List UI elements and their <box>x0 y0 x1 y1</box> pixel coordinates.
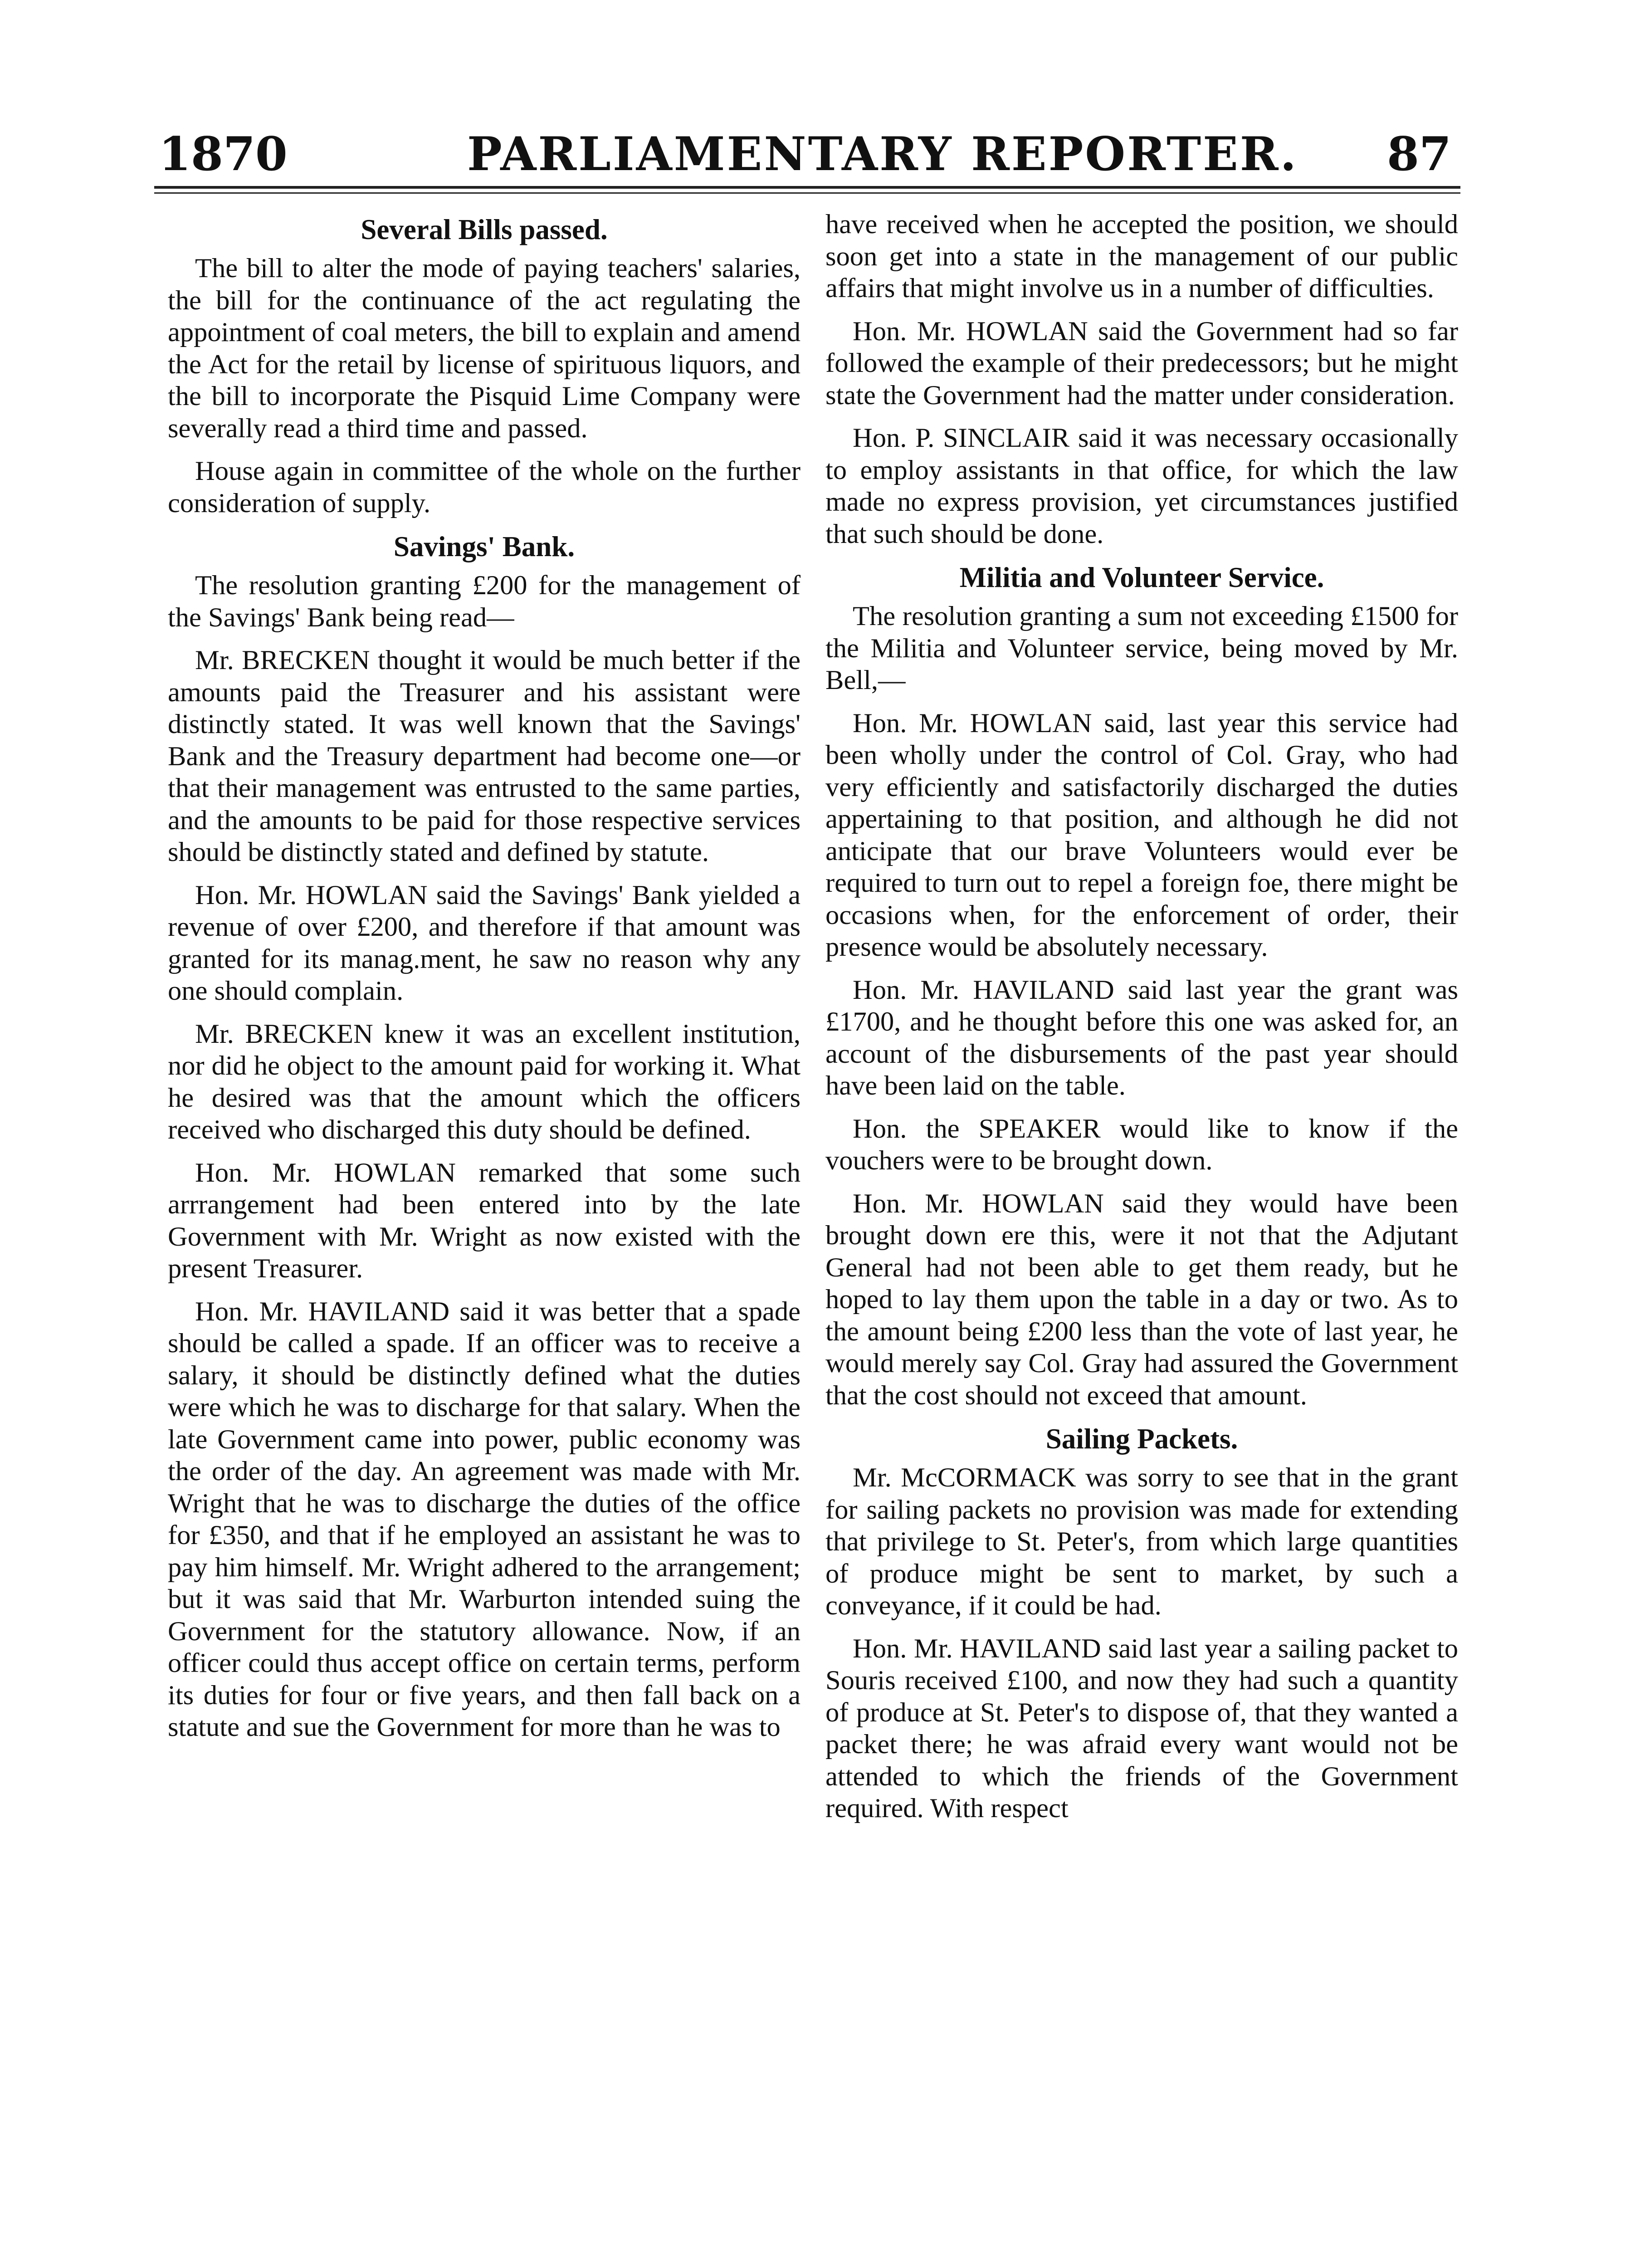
header-rule <box>154 186 1460 189</box>
article-paragraph: The resolution granting a sum not exceeding £1500 for the Militia and Volunteer service, being moved by Mr. Bell,— <box>825 601 1458 695</box>
section-heading: Militia and Volunteer Service. <box>959 562 1324 593</box>
article-paragraph: Hon. Mr. HOWLAN said the Savings' Bank yielded a revenue of over £200, and therefore if that amount was granted for its manag.ment, he saw no reason why any one should complain. <box>168 880 801 1006</box>
article-paragraph: Hon. Mr. HAVILAND said it was better that a spade should be called a spade. If an officer was to receive a salary, it should be distinctly defined what the duties were which he was to discharge for that salary. When the late Government came into power, public economy was the order of the day. An agreement was made with Mr. Wright that he was to discharge the duties of the office for £350, and that if he employed an assistant he was to pay him himself. Mr. Wright adhered to the arrangement; but it was said that Mr. Warburton intended suing the Government for the statutory allowance. Now, if an officer could thus accept office on certain terms, perform its duties for four or five years, and then fall back on a statute and sue the Government for more than he was to <box>168 1296 801 1742</box>
section-heading: Sailing Packets. <box>1045 1423 1238 1455</box>
left-column <box>168 209 801 1755</box>
page-header <box>154 113 1460 204</box>
header-title: PARLIAMENTARY REPORTER. <box>467 127 1299 181</box>
section-heading: Several Bills passed. <box>361 214 608 245</box>
header-rule-thin <box>154 192 1460 194</box>
article-paragraph: Hon. Mr. HOWLAN said they would have been brought down ere this, were it not that the Adjutant General had not been able to get them ready, but he hoped to lay them upon the table in a day or two. As to the amount being £200 less than the vote of last year, he would merely say Col. Gray had assured the Government that the cost should not exceed that amount. <box>825 1188 1458 1411</box>
header-page-number: 87 <box>1387 127 1451 181</box>
article-paragraph: Hon. Mr. HOWLAN said the Government had so far followed the example of their predecessors; but he might state the Government had the matter under consideration. <box>825 316 1458 411</box>
article-paragraph: Hon. Mr. HAVILAND said last year a sailing packet to Souris received £100, and now they had such a quantity of produce at St. Peter's to dispose of, that they wanted a packet there; he was afraid every want would not be attended to which the friends of the Government required. With respect <box>825 1633 1458 1823</box>
article-paragraph: Hon. the SPEAKER would like to know if the vouchers were to be brought down. <box>825 1113 1458 1176</box>
article-paragraph: Hon. P. SINCLAIR said it was necessary occasionally to employ assistants in that office, for which the law made no express provision, yet circumstances justified that such should be done. <box>825 423 1458 549</box>
article-paragraph: Mr. BRECKEN knew it was an excellent institution, nor did he object to the amount paid for working it. What he desired was that the amount which the officers received who discharged this duty should be defined. <box>168 1018 801 1145</box>
article-paragraph: have received when he accepted the position, we should soon get into a state in the management of our public affairs that might involve us in a number of difficulties. <box>825 209 1458 303</box>
article-paragraph: Hon. Mr. HAVILAND said last year the grant was £1700, and he thought before this one was asked for, an account of the disbursements of the past year should have been laid on the table. <box>825 974 1458 1101</box>
article-paragraph: The resolution granting £200 for the management of the Savings' Bank being read— <box>168 570 801 633</box>
article-paragraph: House again in committee of the whole on the further consideration of supply. <box>168 456 801 518</box>
header-year: 1870 <box>159 127 288 181</box>
article-paragraph: Hon. Mr. HOWLAN said, last year this service had been wholly under the control of Col. Gray, who had very efficiently and satisfactorily discharged the duties appertaining to that position, and although he did not anticipate that our brave Volunteers would ever be required to turn out to repel a foreign foe, there might be occasions when, for the enforcement of order, their presence would be absolutely necessary. <box>825 708 1458 962</box>
right-column <box>825 209 1458 1836</box>
article-paragraph: Mr. BRECKEN thought it would be much better if the amounts paid the Treasurer and his assistant were distinctly stated. It was well known that the Savings' Bank and the Treasury department had become one—or that their management was entrusted to the same parties, and the amounts to be paid for those respective services should be distinctly stated and defined by statute. <box>168 645 801 867</box>
section-heading: Savings' Bank. <box>393 531 575 562</box>
article-paragraph: Hon. Mr. HOWLAN remarked that some such arrrangement had been entered into by the late Government with Mr. Wright as now existed with the present Treasurer. <box>168 1157 801 1284</box>
article-paragraph: The bill to alter the mode of paying teachers' salaries, the bill for the continuance of the act regulating the appointment of coal meters, the bill to explain and amend the Act for the retail by license of spirituous liquors, and the bill to incorporate the Pisquid Lime Company were severally read a third time and passed. <box>168 253 801 444</box>
article-paragraph: Mr. McCORMACK was sorry to see that in the grant for sailing packets no provision was made for extending that privilege to St. Peter's, from which large quantities of produce might be sent to market, by such a conveyance, if it could be had. <box>825 1462 1458 1621</box>
